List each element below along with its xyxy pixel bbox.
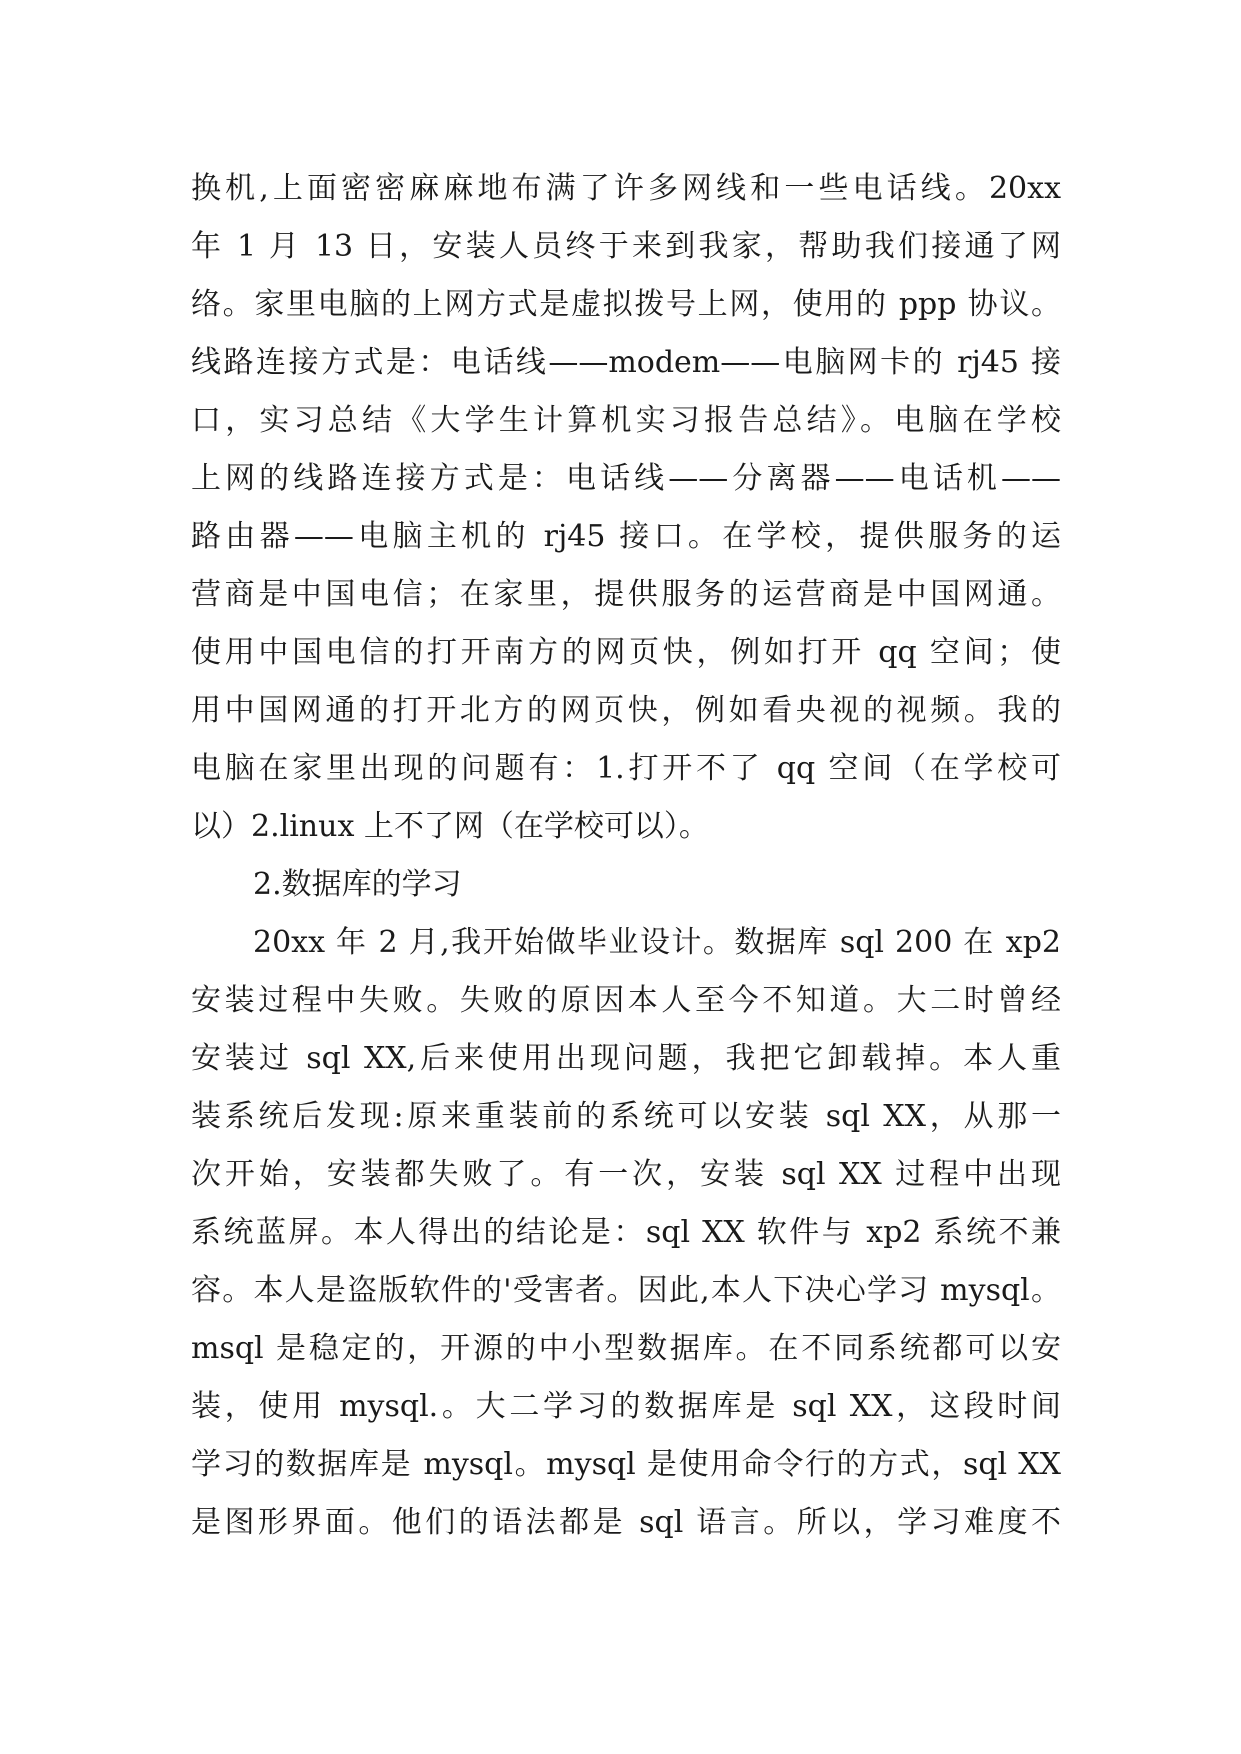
- text-line: 系统蓝屏。本人得出的结论是：sql XX 软件与 xp2 系统不兼: [191, 1215, 1061, 1250]
- text-line: 络。家里电脑的上网方式是虚拟拨号上网，使用的 ppp 协议。: [191, 287, 1061, 322]
- text-line: 安装过 sql XX,后来使用出现问题，我把它卸载掉。本人重: [191, 1041, 1061, 1076]
- text-line: 换机,上面密密麻麻地布满了许多网线和一些电话线。20xx: [191, 171, 1061, 206]
- text-line: 以）2.linux 上不了网（在学校可以）。: [191, 809, 709, 844]
- text-line: 装系统后发现:原来重装前的系统可以安装 sql XX，从那一: [191, 1099, 1061, 1134]
- text-line: 上网的线路连接方式是：电话线——分离器——电话机——: [191, 461, 1061, 496]
- text-line: 路由器——电脑主机的 rj45 接口。在学校，提供服务的运: [191, 519, 1061, 554]
- text-line: 口，实习总结《大学生计算机实习报告总结》。电脑在学校: [191, 403, 1061, 438]
- text-line: 容。本人是盗版软件的'受害者。因此,本人下决心学习 mysql。: [191, 1273, 1061, 1308]
- text-line: 使用中国电信的打开南方的网页快，例如打开 qq 空间；使: [191, 635, 1061, 670]
- document-body: [191, 160, 1061, 1552]
- text-line: 是图形界面。他们的语法都是 sql 语言。所以，学习难度不: [191, 1505, 1061, 1540]
- text-line: msql 是稳定的，开源的中小型数据库。在不同系统都可以安: [191, 1331, 1061, 1366]
- text-line: 线路连接方式是：电话线——modem——电脑网卡的 rj45 接: [191, 345, 1061, 380]
- text-line: 次开始，安装都失败了。有一次，安装 sql XX 过程中出现: [191, 1157, 1061, 1192]
- text-line: 电脑在家里出现的问题有：1.打开不了 qq 空间（在学校可: [191, 751, 1061, 786]
- text-line: 用中国网通的打开北方的网页快，例如看央视的视频。我的: [191, 693, 1061, 728]
- text-line: 装，使用 mysql.。大二学习的数据库是 sql XX，这段时间: [191, 1389, 1061, 1424]
- text-line: 安装过程中失败。失败的原因本人至今不知道。大二时曾经: [191, 983, 1061, 1018]
- text-line: 20xx 年 2 月,我开始做毕业设计。数据库 sql 200 在 xp2: [253, 925, 1061, 960]
- text-line: 营商是中国电信；在家里，提供服务的运营商是中国网通。: [191, 577, 1061, 612]
- text-line: 学习的数据库是 mysql。mysql 是使用命令行的方式，sql XX: [191, 1447, 1061, 1482]
- section-heading: 2.数据库的学习: [253, 867, 462, 902]
- text-line: 年 1 月 13 日，安装人员终于来到我家，帮助我们接通了网: [191, 229, 1061, 264]
